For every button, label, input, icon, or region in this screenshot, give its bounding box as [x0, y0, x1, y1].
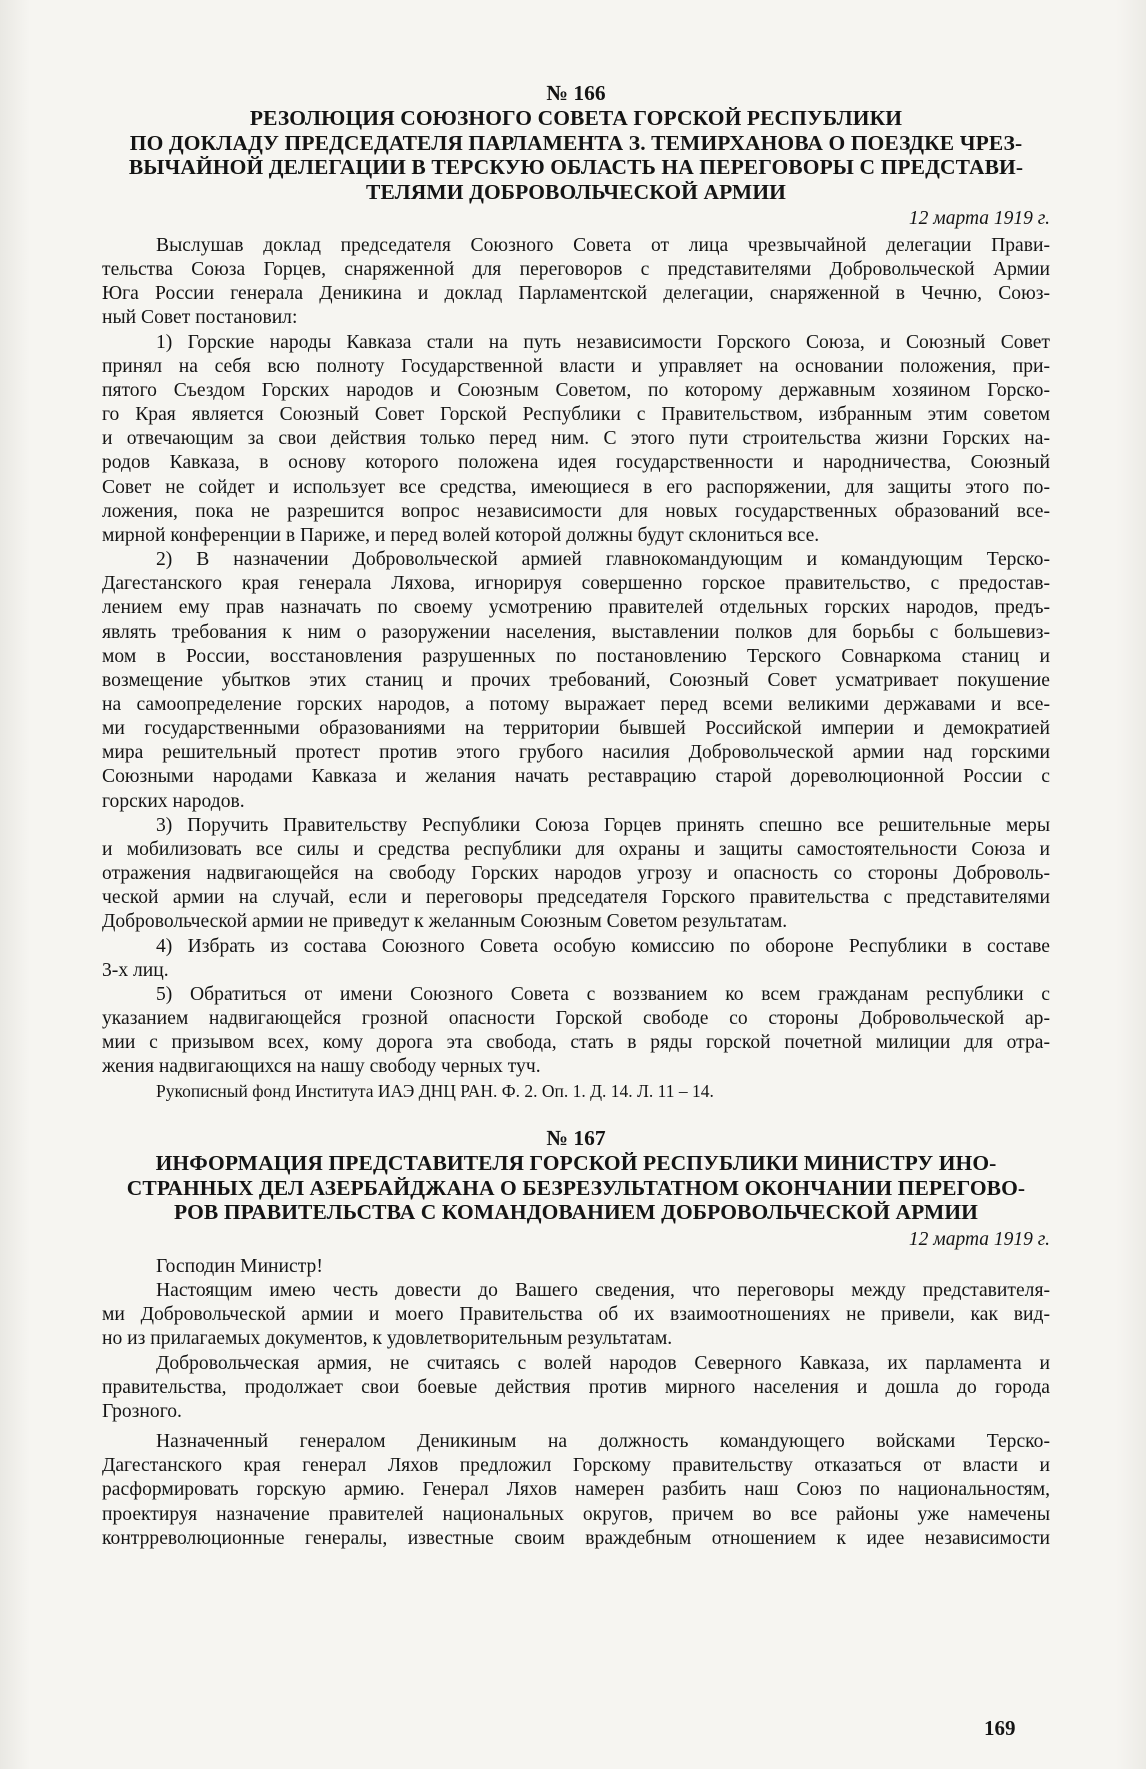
paragraph [102, 1279, 1050, 1351]
text-line: правительства, продолжает свои боевые действия против мирного населения и дошла до города [102, 1376, 1050, 1398]
text-line: 2) В назначении Добровольческой армией главнокомандующим и командующим Терско- [156, 549, 1050, 571]
text-line: родов Кавказа, в основу которого положена идея государственности и народничества, Союзный [102, 452, 1050, 474]
text-line: 3-х лиц. [102, 959, 169, 981]
text-line: Выслушав доклад председателя Союзного Совета от лица чрезвычайной делегации Прави- [156, 235, 1050, 256]
text-line: 1) Горские народы Кавказа стали на путь независимости Горского Союза, и Союзный Совет [156, 331, 1050, 353]
text-line: отражения надвигающейся на свободу Горских народов угрозу и опасность со стороны Доброволь- [102, 863, 1050, 885]
paragraph [102, 935, 1050, 983]
text-line: возмещение убытков этих станиц и прочих требований, Союзный Совет усматривает покушение [102, 669, 1050, 691]
title-line: РЕЗОЛЮЦИЯ СОЮЗНОГО СОВЕТА ГОРСКОЙ РЕСПУБЛИКИ [249, 106, 903, 130]
page-number: 169 [984, 1716, 1016, 1740]
text-line: 5) Обратиться от имени Союзного Совета с воззванием ко всем гражданам республики с [156, 983, 1050, 1005]
text-line: Настоящим имею честь довести до Вашего сведения, что переговоры между представителя- [156, 1280, 1050, 1302]
doc-number: № 167 [546, 1126, 606, 1151]
text-line: мира решительный протест против этого грубого насилия Добровольческой армии над горскими [102, 742, 1050, 764]
paragraph [102, 983, 1050, 1080]
text-line: лением ему прав назначать по своему усмотрению правителей отдельных горских народов, предъ- [102, 597, 1050, 619]
title-line: РОВ ПРАВИТЕЛЬСТВА С КОМАНДОВАНИЕМ ДОБРОВОЛЬЧЕСКОЙ АРМИИ [174, 1200, 978, 1225]
title-line: ВЫЧАЙНОЙ ДЕЛЕГАЦИИ В ТЕРСКУЮ ОБЛАСТЬ НА ПЕРЕГОВОРЫ С ПРЕДСТАВИ- [128, 155, 1024, 179]
text-line: Союзными народами Кавказа и желания начать реставрацию старой дореволюционной России с [102, 766, 1050, 788]
salutation [102, 1255, 1050, 1279]
text-line: тельства Союза Горцев, снаряженной для переговоров с представителями Добровольческой Армии [102, 259, 1050, 281]
text-line: Дагестанского края генерала Ляхова, игнорируя совершенно горское правительство, с предостав- [102, 573, 1050, 595]
text-line: ложения, пока не разрешится вопрос независимости для новых государственных образований все- [102, 500, 1050, 522]
paragraph [102, 1430, 1050, 1551]
text-line: но из прилагаемых документов, к удовлетворительным результатам. [102, 1328, 673, 1350]
doc-date: 12 марта 1919 г. [908, 208, 1050, 229]
text-line: являть требования к ним о разоружении населения, выставлении полков для борьбы с большевиз- [102, 621, 1050, 643]
title-line: ТЕЛЯМИ ДОБРОВОЛЬЧЕСКОЙ АРМИИ [366, 179, 786, 204]
text-line: ми государственными образованиями на территории бывшей Российской империи и демократией [102, 718, 1050, 740]
title-line: ПО ДОКЛАДУ ПРЕДСЕДАТЕЛЯ ПАРЛАМЕНТА З. ТЕМИРХАНОВА О ПОЕЗДКЕ ЧРЕЗ- [129, 130, 1023, 155]
text-line: Совет не сойдет и использует все средства, имеющиеся в его распоряжении, для защиты этого по- [102, 476, 1050, 498]
text-line: мирной конференции в Париже, и перед волей которой должны будут склониться все. [102, 524, 820, 546]
text-line: го Края является Союзный Совет Горской Республики с Правительством, избранным этим советом [102, 404, 1050, 426]
title-line: СТРАННЫХ ДЕЛ АЗЕРБАЙДЖАНА О БЕЗРЕЗУЛЬТАТНОМ ОКОНЧАНИИ ПЕРЕГОВО- [126, 1175, 1026, 1200]
text-line: Юга России генерала Деникина и доклад Парламентской делегации, снаряженной в Чечню, Союз- [102, 283, 1050, 305]
text-line: расформировать горскую армию. Генерал Ляхов намерен разбить наш Союз по национальностям, [102, 1479, 1050, 1501]
text-line: ческой армии на случай, если и переговоры председателя Горского правительства с представителями [102, 887, 1050, 909]
title-line: ИНФОРМАЦИЯ ПРЕДСТАВИТЕЛЯ ГОРСКОЙ РЕСПУБЛИКИ МИНИСТРУ ИНО- [155, 1151, 997, 1176]
text-line: Господин Министр! [156, 1255, 323, 1277]
text-line: проектируя назначение правителей национальных округов, причем во все районы уже намечены [102, 1503, 1050, 1525]
text-line: Назначенный генералом Деникиным на должность командующего войсками Терско- [156, 1431, 1050, 1453]
text-line: и мобилизовать все силы и средства республики для охраны и защиты самостоятельности Союза и [102, 838, 1050, 860]
text-line: 4) Избрать из состава Союзного Совета особую комиссию по обороне Республики в составе [156, 935, 1050, 957]
text-line: ный Совет постановил: [102, 307, 298, 329]
text-line: жения надвигающихся на нашу свободу черных туч. [102, 1056, 541, 1078]
text-line: принял на себя всю полноту Государственной власти и управляет на основании положения, при- [102, 355, 1050, 377]
text-line: мом в России, восстановления разрушенных по постановлению Терского Совнаркома станиц и [102, 645, 1050, 667]
text-line: Добровольческой армии не приведут к желанным Союзным Советом результатам. [102, 911, 788, 933]
paragraph [102, 548, 1050, 814]
paragraph [102, 1352, 1050, 1424]
doc-number: № 166 [546, 81, 606, 105]
doc-title [102, 106, 1050, 204]
document-167 [102, 1125, 1050, 1550]
document-166 [102, 80, 1050, 1103]
doc-date: 12 марта 1919 г. [908, 1228, 1050, 1250]
text-line: контрреволюционные генералы, известные своим враждебным отношением к идее независимости [102, 1527, 1050, 1549]
text-line: 3) Поручить Правительству Республики Союза Горцев принять спешно все решительные меры [156, 814, 1050, 836]
text-line: ми Добровольческой армии и моего Правительства об их взаимоотношениях не привели, как вид- [102, 1304, 1050, 1326]
text-line: пятого Съездом Горских народов и Союзным Советом, по которому державным хозяином Горско- [102, 379, 1050, 401]
paragraph [102, 814, 1050, 935]
paragraph [102, 234, 1050, 331]
paragraph [102, 331, 1050, 548]
archive-source: Рукописный фонд Института ИАЭ ДНЦ РАН. Ф. 2. Оп. 1. Д. 14. Л. 11 – 14. [156, 1081, 714, 1102]
text-line: Дагестанского края генерал Ляхов предложил Горскому правительству отказаться от власти и [102, 1455, 1050, 1477]
text-line: и отвечающим за свои действия только перед ним. С этого пути строительства жизни Горских на- [102, 428, 1050, 450]
text-line: Грозного. [102, 1400, 182, 1422]
text-line: Добровольческая армия, не считаясь с волей народов Северного Кавказа, их парламента и [156, 1352, 1050, 1374]
doc-title [102, 1151, 1050, 1225]
text-line: мии с призывом всех, кому дорога эта свобода, стать в ряды горской почетной милиции для отра- [102, 1032, 1050, 1054]
text-line: горских народов. [102, 790, 245, 812]
text-line: на самоопределение горских народов, а потому выражает перед всеми великими державами и все- [102, 693, 1050, 715]
text-line: указанием надвигающейся грозной опасности Горской свободе со стороны Добровольческой ар- [102, 1008, 1050, 1029]
